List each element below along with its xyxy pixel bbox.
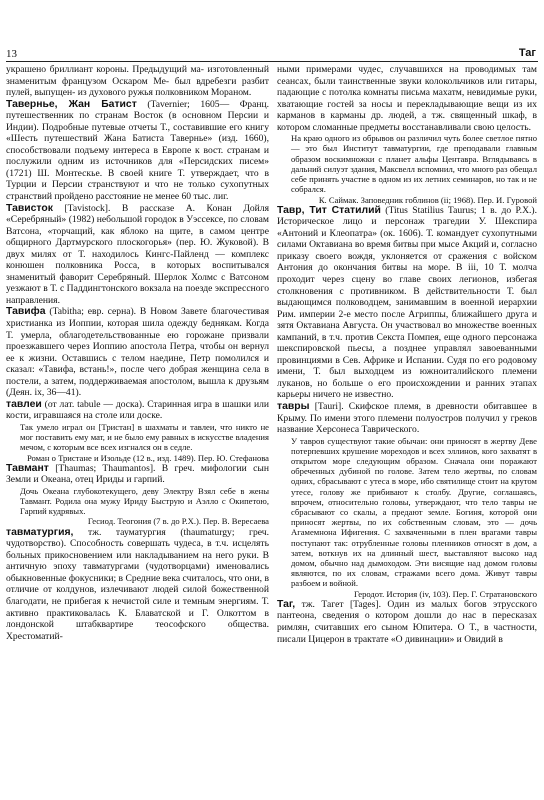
quote-simak: На краю одного из обрывов он различил чуть более светлое пятно — это был Институт тавматургии, где преподавали главным образом воскимножки с планет альфы Центавра. Вглядываясь в дальний силуэт здания, Максвелл вспомнил, что много раз обещал себе принять участие в одном из их летних семинаров, но так и не собрался.	[291, 133, 537, 195]
entry-tavry	[277, 401, 537, 436]
running-head: Таг	[518, 47, 536, 59]
headword: Тависток	[6, 202, 53, 214]
headword: тавматургия,	[6, 526, 74, 538]
quote-source: К. Саймак. Заповедник гоблинов (ii; 1968). Пер. И. Гуровой	[318, 194, 537, 205]
entry-taur	[277, 205, 537, 401]
header-rule	[6, 61, 538, 62]
quote-hesiod: Дочь Океана глубокотекущего, деву Электру Взял себе в жены Тавмант. Родила она мужу Ириду Быструю и Аэлло с Окипетою, Гарпий кудрявых.	[20, 485, 269, 517]
quote-source: Роман о Тристане и Изольде (12 в., изд. 1489). Пер. Ю. Стефанова	[26, 452, 269, 463]
entry-tag	[277, 599, 537, 645]
entry-text: тж. Тагет [Tages]. Один из малых богов этрусского пантеона, сведения о котором дошли до нас в пересказах римлян, считавших его сыном Юпитера. О Т., в частности, писали Цицерон в трактате «О дивинации» и Овидий в	[277, 598, 537, 645]
entry-tavmaturgia	[6, 527, 269, 642]
entry-text: тж. тауматургия (thaumaturgy; греч. чудотворство). Способность совершать чудеса, в т.ч. исцелять больных прикосновением или накладыванием на него руки. В античную эпоху тавматургами (чудотворцами) именовались обыкновенные фокусники; в Средние века считалось, что они, в отличие от колдунов, излечивают людей силой божественной благодати, не прибегая к нечистой силе и темным энергиям. Т. активно практиковалась К. Блаватской и Г. Олкоттом в лондонской штабквартире теософского общества. Хрестоматий-	[6, 526, 269, 642]
right-intro-text: ными примерами чудес, случавшихся на проводимых там сеансах, были таинственные звуки колокольчиков или гитары, падающие с потолка комнаты письма махатм, невидимые руки, хватающие гостей за носы и перекладывающие вещи из их карманов в карманы др. людей, а тж. священный шкаф, в котором сломанные предметы восстанавливали свою целость.	[277, 64, 537, 133]
quote-source: Геродот. История (iv, 103). Пер. Г. Стратановского	[353, 588, 537, 599]
headword: тавлеи	[6, 398, 42, 410]
entry-text: [Thaumas; Thaumantos]. В греч. мифологии сын Земли и Океана, отец Ириды и гарпий.	[6, 462, 269, 486]
headword: Тавернье, Жан Батист	[6, 98, 137, 110]
right-column	[277, 64, 537, 645]
left-column	[6, 64, 269, 642]
entry-tavernier	[6, 99, 269, 203]
quote-source: Гесиод. Теогония (7 в. до Р.Х.). Пер. В. Вересаева	[87, 516, 269, 527]
quote-herodotus: У тавров существуют такие обычаи: они приносят в жертву Деве потерпевших крушение мореходов и всех эллинов, кого захватят в открытом море следующим образом. Сначала они поражают обреченных дубиной по голове. Затем тело жертвы, по словам одних, сбрасывают с утеса в море, ибо святилище стоит на крутом утесе, голову же прибивают к столбу. Другие, соглашаясь, впрочем, относительно головы, утверждают, что тело тавры не сбрасывают со скалы, а предают земле. Богиня, которой они приносят жертвы, по их собственным словам, это — дочь Агамемнона Ифигения. С захваченными в плен врагами тавры поступают так: отрубленные головы пленников относят в дом, а затем, воткнув их на длинный шест, выставляют высоко над домом, обычно над дымоходом. Эти висящие над домом головы являются, по их словам, стражами всего дома. Живут тавры разбоем и войной.	[291, 435, 537, 589]
headword: Тавмант	[6, 462, 49, 474]
entry-tavmant	[6, 463, 269, 486]
quote-tristan: Так умело играл он [Тристан] в шахматы и тавлеи, что никто не мог поставить ему мат, и не было ему равных в искусстве владения мечом, с которым все всех изгнался он в седле.	[20, 421, 269, 453]
entry-text: [Tauri]. Скифское племя, в древности обитавшее в Крыму. По имени этого племени полуостров получил у греков название Херсонеса Таврического.	[277, 401, 537, 436]
entry-text: (Titus Statilius Taurus; 1 в. до Р.Х.). Историческое лицо и персонаж трагедии У. Шекспира «Антоний и Клеопатра» (ок. 1606). Т. командует сухопутными силами Октавиана во время битвы при мысе Акций и, согласно приказу своего вождя, уклоняется от сражения с войском Антония до окончания битвы на море. В iii, 10 Т. молча проходит через сцену во главе своих легионов, избегая столкновения с противником. В действительности Т. был выдающимся полководцем, занимавшим в военной иерархии Рим. империи 2-е место после Агриппы, ближайшего друга и зятя Октавиана Августа. Он участвовал во множестве военных кампаний, в т.ч. против Секста Помпея, еще одного персонажа шекспировской пьесы, а позднее управлял завоеванными провинциями в Сев. Африке и Испании. Судя по его родовому имени, Т. был выходцем из южноиталийского племени луканов, но больше о его происхождении и ранних этапах карьеры ничего не известно.	[277, 204, 537, 401]
entry-text: [Tavistock]. В рассказе А. Конан Дойля «Серебряный» (1982) небольшой городок в Уэссексе, по словам Ватсона, «торчащий, как яблоко на щите, в самом центре общирного Дартмурского плоскогорья» (пер. Ю. Жуковой). В двух милях от Т. находилось Кингс-Пайленд — комплекс конюшен полковника Росса, в которых воспитывался знаменитый фаворит Серебряный. Шерлок Холмс с Ватсоном уезжают в Т. с Паддингтонского вокзала на поезде экспрессного направления.	[6, 202, 269, 306]
headword: Тавр, Тит Статилий	[277, 204, 381, 216]
entry-tavifa	[6, 306, 269, 398]
entry-text: (Tabitha; евр. серна). В Новом Завете благочестивая христианка из Иоппии, которая шила одежду беднякам. Когда Т. умерла, облагодетельствованные ею горожане призвали проезжавшего через Иоппию апостола Петра, чтобы он вернул ее к жизни. Оставшись с телом наедине, Петр помолился и сказал: «Тавифа, встань!», после чего добрая женщина села в постели, а затем, поддерживаемая апостолом, вышла к друзьям (Деян. ix, 36—41).	[6, 306, 270, 399]
left-intro-text: украшено бриллиант короны. Предыдущий ма- изготовленный знаменитым французом Оскаром Ме- был вдребезги разбит пулей, выпущен- из духового ружья полковником Мораном.	[6, 64, 269, 99]
entry-tavistock	[6, 203, 269, 307]
headword: тавры	[277, 401, 310, 412]
entry-text: (от лат. tabule — доска). Старинная игра в шашки или кости, игравшаяся на столе или доске.	[6, 398, 269, 422]
page-number: 13	[6, 48, 17, 60]
entry-text: (Tavernier; 1605— Франц. путешественник по странам Восток (в основном Персии и Индии). Подробные путевые отчеты Т., составившие его книгу «Шесть путешествий Жана Батиста Тавернье» (изд. 1660), способствовали подъему интереса в Европе к вост. странам и послужили одним из источников для «Персидских писем» (1721) Ш. Монтескье. В своей книге Т. утверждает, что в Турции и Персии странствуют и что не только сухопутных странствий пройдено расстояние не менее 60 тыс. лиг.	[6, 98, 269, 203]
headword: Таг,	[277, 598, 296, 610]
entry-tavlei	[6, 399, 269, 422]
headword: Тавифа	[6, 306, 46, 318]
